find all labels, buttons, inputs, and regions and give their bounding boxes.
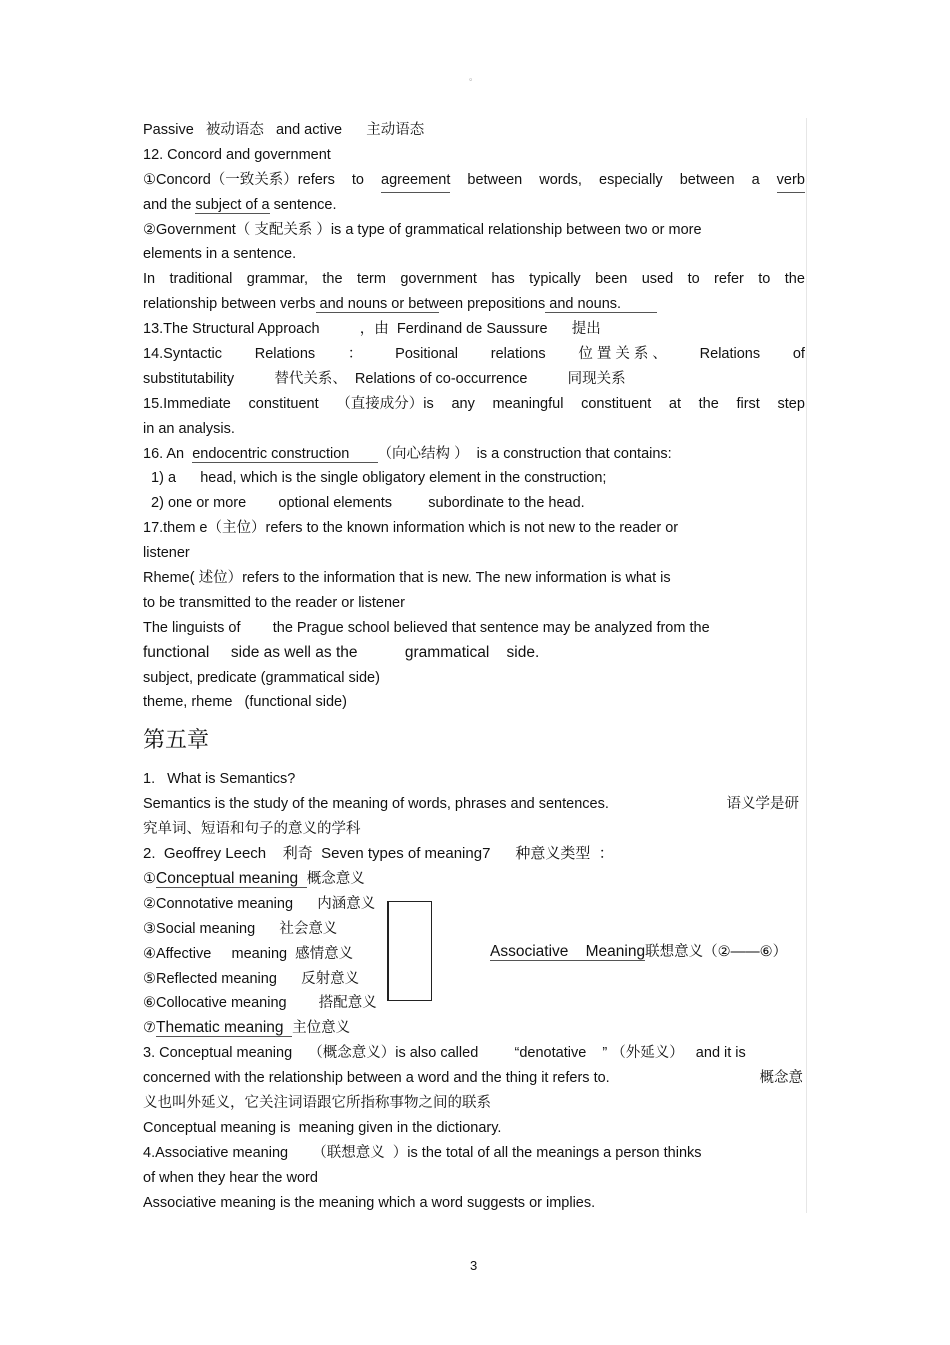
line-conceptual-concerned [143, 1066, 805, 1091]
line-rheme: Rheme( 述位）refers to the information that is new. The new information is what is [143, 570, 671, 587]
line-reflected: ⑤Reflected meaning 反射意义 [143, 970, 360, 987]
word: refer [714, 271, 744, 288]
word: the [698, 395, 719, 412]
word: Positional [395, 346, 459, 363]
word: especially [599, 171, 663, 188]
text-underlined: and nouns. [545, 296, 658, 313]
word: Relations [699, 346, 761, 363]
line-what-semantics: 1. What is Semantics? [143, 771, 296, 788]
text: and the [143, 196, 196, 213]
line-prague: The linguists of the Prague school believed that sentence may be analyzed from the [143, 619, 710, 636]
line-syntactic-relations [143, 342, 805, 367]
page-content [143, 118, 805, 1215]
word: to [351, 171, 364, 188]
line-leech: 2. Geoffrey Leech 利奇 Seven types of meaning7 种意义类型 ： [143, 845, 614, 863]
word: typically [529, 271, 581, 288]
word: used [641, 271, 674, 288]
word: of [792, 346, 805, 363]
line-concord-def [143, 168, 805, 193]
text: （向心结构 ） is a construction that contains: [377, 445, 672, 462]
word: at [668, 395, 681, 412]
word: first [736, 395, 760, 412]
chapter-heading: 第五章 [143, 728, 210, 754]
line-concord-cont [143, 193, 805, 218]
line-conceptual-zh: 义也叫外延义，它关注词语跟它所指称事物之间的联系 [143, 1094, 491, 1111]
line-traditional-grammar [143, 267, 805, 292]
text: Semantics is the study of the meaning of words, phrases and sentences. [143, 796, 609, 813]
line-analysis: in an analysis. [143, 420, 235, 437]
line-conceptual [143, 867, 805, 892]
line-endocentric [143, 442, 805, 467]
line-government-cont: elements in a sentence. [143, 246, 297, 263]
word: Relations [254, 346, 316, 363]
word: meaningful [492, 395, 564, 412]
text-right: 语义学是研 [726, 796, 799, 813]
line-optional: 2) one or more optional elements subordinate to the head. [143, 495, 585, 512]
text-underlined: and nouns or betw [315, 296, 439, 313]
word: between [467, 171, 523, 188]
word: words, [539, 171, 582, 188]
line-semantics-def [143, 792, 805, 817]
word: term [356, 271, 386, 288]
line-conceptual-denotative: 3. Conceptual meaning （概念意义）is also called “denotative ” （外延义） and it is [143, 1045, 746, 1062]
word: constituent [581, 395, 652, 412]
word: relations [490, 346, 546, 363]
page-number: 3 [470, 1258, 478, 1273]
line-traditional-cont [143, 292, 805, 317]
word: ： [347, 346, 363, 363]
text: 主位意义 [292, 1020, 351, 1037]
text-underlined: Conceptual meaning [156, 869, 307, 887]
line-affective: ④Affective meaning 感情意义 [143, 945, 354, 962]
word: 15.Immediate [143, 395, 231, 412]
line-head: 1) a head, which is the single obligatory element in the construction; [143, 470, 607, 487]
text-underlined: subject of a [195, 196, 270, 213]
word: to [687, 271, 700, 288]
text: ① [143, 870, 156, 887]
text: relationship between verbs [143, 296, 316, 313]
line-dictionary: Conceptual meaning is meaning given in the dictionary. [143, 1119, 502, 1136]
grouping-bracket [387, 901, 432, 1001]
text-underlined: Thematic meaning [156, 1019, 293, 1037]
line-associative-def: 4.Associative meaning （联想意义 ）is the total of all the meanings a person thinks [143, 1144, 702, 1161]
line-rheme-cont: to be transmitted to the reader or listener [143, 594, 405, 611]
margin-rule [806, 118, 807, 1213]
text: een prepositions [438, 296, 546, 313]
word: to [758, 271, 771, 288]
line-thematic [143, 1016, 805, 1041]
text-underlined: endocentric construction [192, 445, 378, 462]
header-dot: 。 [469, 72, 479, 82]
word: government [400, 271, 477, 288]
line-associative-cont: of when they hear the word [143, 1169, 318, 1186]
word: In [143, 271, 156, 288]
line-social: ③Social meaning 社会意义 [143, 920, 338, 937]
word: （直接成分）is [336, 395, 434, 412]
word: a [751, 171, 760, 188]
word: the [784, 271, 805, 288]
word-underlined: agreement [381, 168, 450, 193]
line-passive-active: Passive 被动语态 and active 主动语态 [143, 122, 425, 138]
word: any [451, 395, 475, 412]
text: 概念意义 [306, 870, 365, 887]
line-substitutability: substitutability 替代关系、 Relations of co-occurrence 同现关系 [143, 370, 626, 387]
line-theme-rheme: theme, rheme (functional side) [143, 694, 347, 711]
associative-meaning-label [490, 940, 787, 965]
line-structural-approach: 13.The Structural Approach ，由 Ferdinand de Saussure 提出 [143, 321, 601, 338]
text: sentence. [269, 196, 337, 213]
line-functional: functional side as well as the grammatical side. [143, 643, 540, 661]
line-subject-predicate: subject, predicate (grammatical side) [143, 669, 380, 686]
text-underlined: Associative Meaning [490, 943, 646, 960]
line-connotative: ②Connotative meaning 内涵意义 [143, 895, 376, 912]
word: has [491, 271, 515, 288]
word: been [595, 271, 628, 288]
text: concerned with the relationship between a word and the thing it refers to. [143, 1070, 610, 1087]
word: grammar, [246, 271, 308, 288]
word: between [679, 171, 735, 188]
word: step [777, 395, 805, 412]
text: ⑦ [143, 1020, 156, 1037]
line-government-def: ②Government（ 支配关系 ）is a type of grammatical relationship between two or more [143, 221, 702, 238]
line-listener: listener [143, 545, 190, 562]
line-theme: 17.them e（主位）refers to the known information which is not new to the reader or [143, 520, 679, 537]
text-right: 概念意 [759, 1070, 803, 1087]
word: 14.Syntactic [143, 346, 222, 363]
line-collocative: ⑥Collocative meaning 搭配意义 [143, 995, 377, 1012]
word: 位 置 关 系 、 [578, 346, 667, 363]
word: traditional [169, 271, 233, 288]
word-underlined: verb [777, 168, 805, 193]
word: ①Concord（一致关系）refers [143, 171, 335, 188]
line-associative-implies: Associative meaning is the meaning which a word suggests or implies. [143, 1194, 596, 1211]
line-semantics-zh: 究单词、短语和句子的意义的学科 [143, 821, 361, 838]
word: the [322, 271, 343, 288]
word: constituent [248, 395, 319, 412]
line-immediate-constituent [143, 392, 805, 417]
text: 16. An [143, 445, 193, 462]
line-concord-title: 12. Concord and government [143, 146, 331, 163]
text: 联想意义（②——⑥） [645, 944, 788, 960]
